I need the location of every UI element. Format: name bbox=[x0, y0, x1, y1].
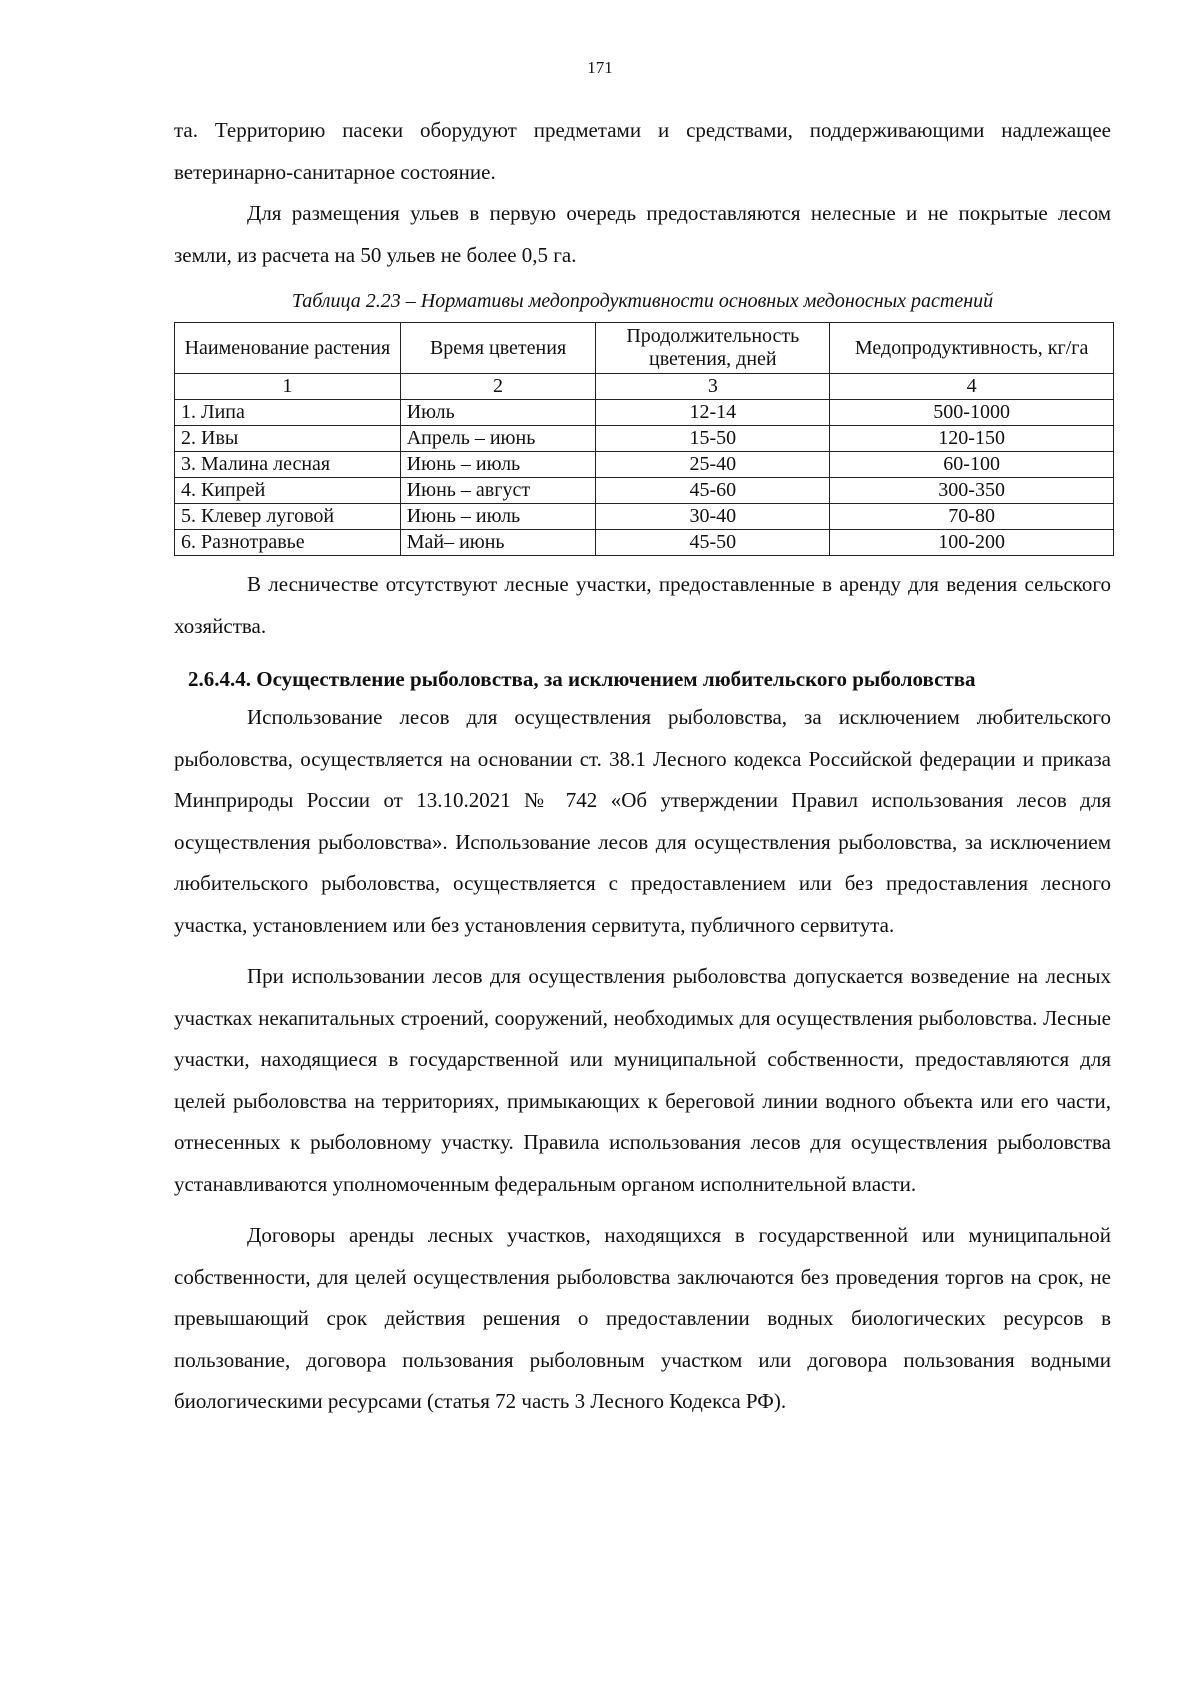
table-cell-plant: 1. Липа bbox=[175, 400, 401, 426]
table-header-cell: Наименование растения bbox=[175, 323, 401, 374]
table-cell-productivity: 300-350 bbox=[830, 478, 1114, 504]
paragraph: В лесничестве отсутствуют лесные участки, предоставленные в аренду для ведения сельского хозяйства. bbox=[174, 572, 1111, 638]
honey-productivity-table bbox=[174, 322, 1114, 556]
table-cell-duration: 12-14 bbox=[596, 400, 830, 426]
table-row bbox=[175, 400, 1114, 426]
table-cell-plant: 2. Ивы bbox=[175, 426, 401, 452]
table-cell-plant: 6. Разнотравье bbox=[175, 530, 401, 556]
table-caption: Таблица 2.23 – Нормативы медопродуктивности основных медоносных растений bbox=[291, 290, 994, 312]
table-cell-plant: 4. Кипрей bbox=[175, 478, 401, 504]
table-cell-duration: 30-40 bbox=[596, 504, 830, 530]
table-cell-plant: 5. Клевер луговой bbox=[175, 504, 401, 530]
paragraph: та. Территорию пасеки оборудуют предметами и средствами, поддерживающими надлежащее ветеринарно-санитарное состояние. bbox=[174, 118, 1111, 184]
table-cell-productivity: 500-1000 bbox=[830, 400, 1114, 426]
table-header-cell: Время цветения bbox=[400, 323, 596, 374]
table-row bbox=[175, 426, 1114, 452]
table-cell-productivity: 60-100 bbox=[830, 452, 1114, 478]
table-row bbox=[175, 478, 1114, 504]
table-cell-productivity: 70-80 bbox=[830, 504, 1114, 530]
table-cell-duration: 45-50 bbox=[596, 530, 830, 556]
page-number: 171 bbox=[587, 58, 613, 77]
paragraph: Для размещения ульев в первую очередь предоставляются нелесные и не покрытые лесом земли, из расчета на 50 ульев не более 0,5 га. bbox=[174, 201, 1111, 267]
column-number-cell: 2 bbox=[400, 374, 596, 400]
table-cell-bloom-time: Июль bbox=[400, 400, 596, 426]
table-cell-bloom-time: Апрель – июнь bbox=[400, 426, 596, 452]
table-cell-duration: 45-60 bbox=[596, 478, 830, 504]
table-cell-productivity: 120-150 bbox=[830, 426, 1114, 452]
page-content bbox=[174, 110, 1111, 1423]
section-heading: 2.6.4.4. Осуществление рыболовства, за исключением любительского рыболовства bbox=[188, 667, 976, 691]
paragraph: Договоры аренды лесных участков, находящихся в государственной или муниципальной собственности, для целей осуществления рыболовства заключаются без проведения торгов на срок, не превышающий срок действия решения о предоставлении водных биологических ресурсов в пользование, договора пользования рыболовным участком или договора пользования водными биологическими ресурсами (статья 72 часть 3 Лесного Кодекса РФ). bbox=[174, 1223, 1111, 1413]
table-cell-duration: 25-40 bbox=[596, 452, 830, 478]
paragraph: При использовании лесов для осуществления рыболовства допускается возведение на лесных участках некапитальных строений, сооружений, необходимых для осуществления рыболовства. Лесные участки, находящиеся в государственной или муниципальной собственности, предоставляются для целей рыболовства на территориях, примыкающих к береговой линии водного объекта или его части, отнесенных к рыболовному участку. Правила использования лесов для осуществления рыболовства устанавливаются уполномоченным федеральным органом исполнительной власти. bbox=[174, 964, 1111, 1196]
table-cell-bloom-time: Июнь – июль bbox=[400, 452, 596, 478]
table-column-numbers-row bbox=[175, 374, 1114, 400]
table-row bbox=[175, 530, 1114, 556]
table-header-cell: Продолжительность цветения, дней bbox=[596, 323, 830, 374]
table-cell-duration: 15-50 bbox=[596, 426, 830, 452]
column-number-cell: 1 bbox=[175, 374, 401, 400]
column-number-cell: 4 bbox=[830, 374, 1114, 400]
paragraph: Использование лесов для осуществления рыболовства, за исключением любительского рыболовства, осуществляется на основании ст. 38.1 Лесного кодекса Российской федерации и приказа Минприроды России от 13.10.2021 № 742 «Об утверждении Правил использования лесов для осуществления рыболовства». Использование лесов для осуществления рыболовства, за исключением любительского рыболовства, осуществляется с предоставлением или без предоставления лесного участка, установлением или без установления сервитута, публичного сервитута. bbox=[174, 705, 1111, 937]
table-header-cell: Медопродуктивность, кг/га bbox=[830, 323, 1114, 374]
table-cell-productivity: 100-200 bbox=[830, 530, 1114, 556]
table-cell-plant: 3. Малина лесная bbox=[175, 452, 401, 478]
table-row bbox=[175, 452, 1114, 478]
table-header-row bbox=[175, 323, 1114, 374]
table-cell-bloom-time: Май– июнь bbox=[400, 530, 596, 556]
table-row bbox=[175, 504, 1114, 530]
table-cell-bloom-time: Июнь – август bbox=[400, 478, 596, 504]
column-number-cell: 3 bbox=[596, 374, 830, 400]
table-cell-bloom-time: Июнь – июль bbox=[400, 504, 596, 530]
